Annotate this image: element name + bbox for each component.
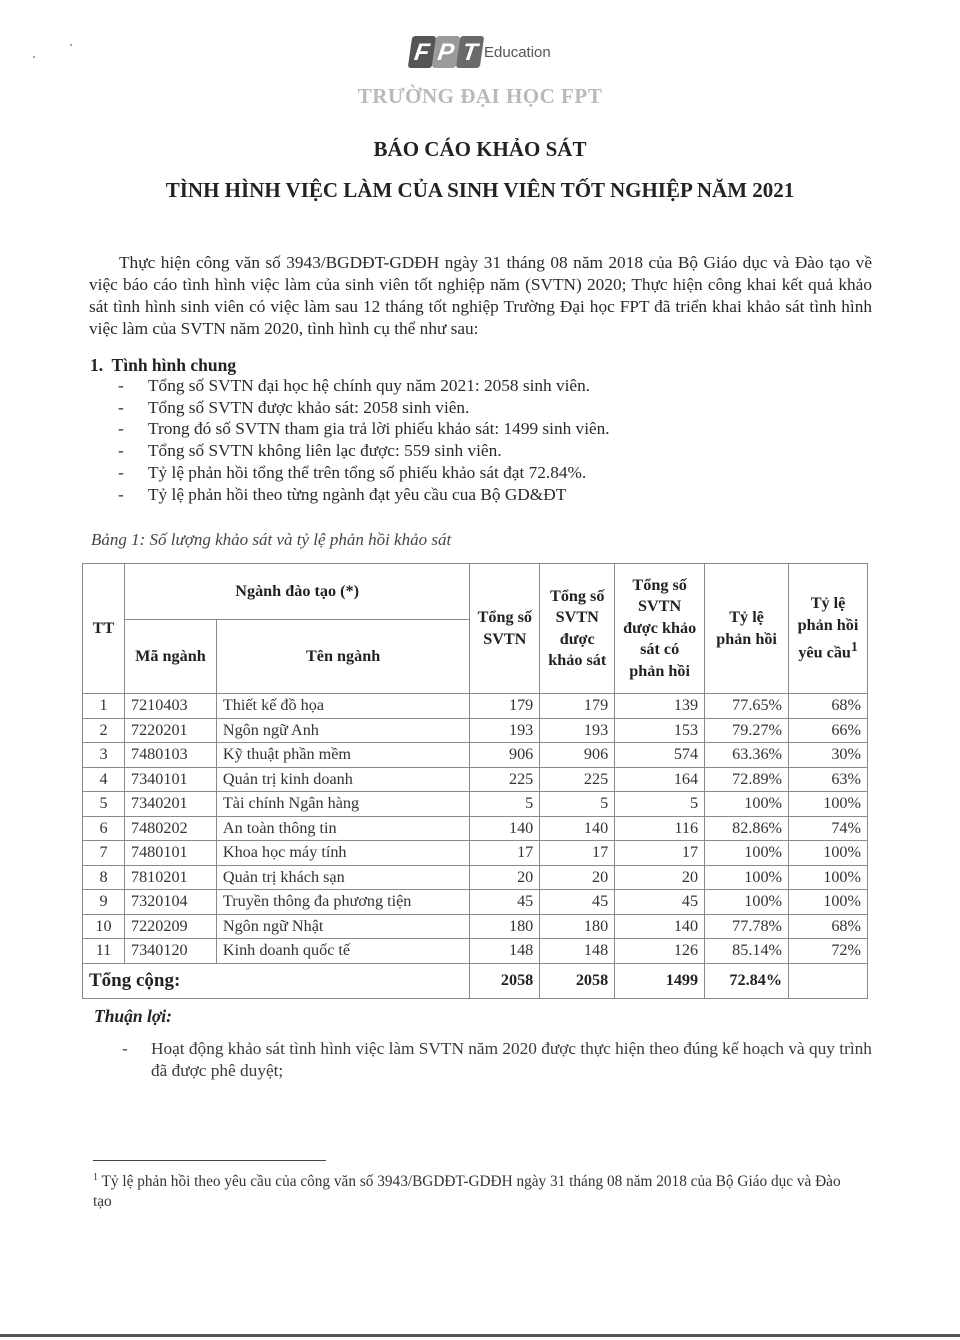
cell-tt: 3 [83, 743, 125, 768]
footnote-separator [93, 1160, 326, 1161]
cell-rate: 72.89% [705, 767, 789, 792]
total-sum: 2058 [470, 963, 540, 998]
header-responded: Tổng số SVTN được khảo sát có phản hồi [615, 564, 705, 694]
cell-surveyed: 148 [540, 939, 615, 964]
survey-table [82, 563, 868, 999]
table-row [83, 914, 868, 939]
table-row [83, 718, 868, 743]
cell-total: 193 [470, 718, 540, 743]
cell-tt: 6 [83, 816, 125, 841]
cell-surveyed: 180 [540, 914, 615, 939]
cell-name: An toàn thông tin [216, 816, 469, 841]
cell-code: 7340120 [124, 939, 216, 964]
list-item: - Trong đó số SVTN tham gia trả lời phiếu khảo sát: 1499 sinh viên. [118, 419, 610, 439]
general-situation-list [118, 375, 610, 505]
bullet-dash: - [118, 484, 124, 504]
cell-name: Thiết kế đồ họa [216, 694, 469, 719]
cell-code: 7220209 [124, 914, 216, 939]
cell-code: 7340101 [124, 767, 216, 792]
cell-responded: 126 [615, 939, 705, 964]
cell-surveyed: 906 [540, 743, 615, 768]
header-surveyed: Tổng số SVTN được khảo sát [540, 564, 615, 694]
list-item: - Tổng số SVTN được khảo sát: 2058 sinh viên. [118, 397, 470, 417]
bullet-dash: - [118, 462, 124, 482]
advantages-heading: Thuận lợi: [94, 1006, 172, 1026]
footnote-number: 1 [93, 1172, 98, 1183]
cell-required: 100% [789, 792, 868, 817]
section-heading: 1. Tình hình chung [90, 355, 237, 375]
cell-code: 7480101 [124, 841, 216, 866]
cell-responded: 139 [615, 694, 705, 719]
cell-name: Ngôn ngữ Nhật [216, 914, 469, 939]
cell-rate: 100% [705, 841, 789, 866]
table-row [83, 890, 868, 915]
cell-responded: 20 [615, 865, 705, 890]
logo-letter-t: T [456, 36, 484, 68]
advantages-item: - Hoạt động khảo sát tình hình việc làm SVTN năm 2020 được thực hiện theo đúng kế hoạch và quy trình đã được phê duyệt; [122, 1039, 872, 1080]
cell-code: 7210403 [124, 694, 216, 719]
list-item: - Tổng số SVTN không liên lạc được: 559 sinh viên. [118, 441, 502, 461]
report-title: BÁO CÁO KHẢO SÁT [373, 137, 587, 161]
fpt-education-logo [400, 32, 560, 72]
footnote: $^1$ Tỷ lệ phản hồi theo yêu cầu của công văn số 3943/BGDĐT-GDĐH ngày 31 tháng 08 năm 2018 của Bộ Giáo dục và Đào tạo [93, 1172, 841, 1211]
cell-name: Tài chính Ngân hàng [216, 792, 469, 817]
cell-required: 68% [789, 914, 868, 939]
cell-tt: 8 [83, 865, 125, 890]
total-surveyed: 2058 [540, 963, 615, 998]
total-rate: 72.84% [705, 963, 789, 998]
report-subtitle: TÌNH HÌNH VIỆC LÀM CỦA SINH VIÊN TỐT NGHIỆP NĂM 2021 [165, 178, 795, 202]
list-item: - Tỷ lệ phản hồi tổng thể trên tổng số phiếu khảo sát đạt 72.84%. [118, 462, 587, 482]
cell-surveyed: 179 [540, 694, 615, 719]
cell-code: 7480103 [124, 743, 216, 768]
list-item: - Tỷ lệ phản hồi theo từng ngành đạt yêu cầu cua Bộ GD&ĐT [118, 484, 567, 504]
footnote-marker: 1 [850, 639, 858, 655]
cell-responded: 5 [615, 792, 705, 817]
cell-rate: 77.65% [705, 694, 789, 719]
intro-text: Thực hiện công văn số 3943/BGDĐT-GDĐH ngày 31 tháng 08 năm 2018 của Bộ Giáo dục và Đào tạo về việc báo cáo tình hình việc làm của sinh viên tốt nghiệp năm (SVTN) 2020; Thực hiện công khai kết quả khảo sát tình hình sinh viên có việc làm sau 12 tháng tốt nghiệp Trường Đại học FPT đã triển khai khảo sát tình hình việc làm của SVTN năm 2020, tình hình cụ thể như sau: [89, 253, 872, 338]
table-row [83, 792, 868, 817]
logo-letter-p: P [432, 36, 460, 68]
cell-rate: 85.14% [705, 939, 789, 964]
cell-tt: 7 [83, 841, 125, 866]
header-major-code: Mã ngành [124, 620, 216, 694]
header-required-rate: Tỷ lệ phản hồi yêu cầu$^1$ [789, 564, 868, 694]
bullet-dash: - [118, 419, 124, 439]
cell-code: 7220201 [124, 718, 216, 743]
cell-required: 68% [789, 694, 868, 719]
cell-required: 66% [789, 718, 868, 743]
table-row [83, 694, 868, 719]
table-row [83, 743, 868, 768]
total-label: Tổng cộng: [83, 963, 470, 998]
cell-total: 906 [470, 743, 540, 768]
intro-paragraph [89, 252, 872, 340]
cell-responded: 574 [615, 743, 705, 768]
cell-required: 100% [789, 841, 868, 866]
cell-name: Ngôn ngữ Anh [216, 718, 469, 743]
total-responded: 1499 [615, 963, 705, 998]
cell-name: Quản trị khách sạn [216, 865, 469, 890]
table-row [83, 767, 868, 792]
cell-total: 179 [470, 694, 540, 719]
list-item: - Tổng số SVTN đại học hệ chính quy năm 2021: 2058 sinh viên. [118, 376, 591, 395]
cell-total: 20 [470, 865, 540, 890]
scan-speck [33, 56, 35, 58]
cell-responded: 116 [615, 816, 705, 841]
table-row [83, 865, 868, 890]
cell-responded: 153 [615, 718, 705, 743]
header-major-group: Ngành đào tạo (*) [124, 564, 469, 620]
school-name: TRƯỜNG ĐẠI HỌC FPT [357, 84, 603, 108]
cell-rate: 79.27% [705, 718, 789, 743]
cell-total: 17 [470, 841, 540, 866]
table-caption: Bảng 1: Số lượng khảo sát và tỷ lệ phản hồi khảo sát [91, 530, 452, 549]
table-row [83, 816, 868, 841]
cell-surveyed: 140 [540, 816, 615, 841]
cell-name: Kinh doanh quốc tế [216, 939, 469, 964]
cell-surveyed: 225 [540, 767, 615, 792]
bullet-dash: - [118, 376, 124, 395]
logo-letter-f: F [408, 36, 436, 68]
cell-name: Truyền thông đa phương tiện [216, 890, 469, 915]
cell-rate: 82.86% [705, 816, 789, 841]
cell-name: Quản trị kinh doanh [216, 767, 469, 792]
cell-surveyed: 20 [540, 865, 615, 890]
cell-required: 100% [789, 865, 868, 890]
cell-rate: 100% [705, 890, 789, 915]
table-row [83, 939, 868, 964]
cell-surveyed: 17 [540, 841, 615, 866]
total-required [789, 963, 868, 998]
cell-required: 72% [789, 939, 868, 964]
cell-tt: 1 [83, 694, 125, 719]
table-body [83, 694, 868, 999]
cell-code: 7320104 [124, 890, 216, 915]
cell-rate: 100% [705, 865, 789, 890]
cell-required: 30% [789, 743, 868, 768]
bullet-dash: - [118, 397, 124, 417]
cell-tt: 2 [83, 718, 125, 743]
cell-code: 7340201 [124, 792, 216, 817]
header-tt: TT [83, 564, 125, 694]
header-response-rate: Tỷ lệ phản hồi [705, 564, 789, 694]
cell-rate: 100% [705, 792, 789, 817]
cell-code: 7810201 [124, 865, 216, 890]
cell-tt: 11 [83, 939, 125, 964]
cell-code: 7480202 [124, 816, 216, 841]
scan-speck [70, 44, 72, 46]
bullet-dash: - [118, 441, 124, 461]
cell-responded: 140 [615, 914, 705, 939]
header-major-name: Tên ngành [216, 620, 469, 694]
bullet-dash: - [122, 1039, 128, 1058]
cell-total: 5 [470, 792, 540, 817]
cell-name: Kỹ thuật phần mềm [216, 743, 469, 768]
table-row [83, 841, 868, 866]
cell-responded: 164 [615, 767, 705, 792]
cell-surveyed: 5 [540, 792, 615, 817]
cell-name: Khoa học máy tính [216, 841, 469, 866]
cell-required: 63% [789, 767, 868, 792]
cell-rate: 77.78% [705, 914, 789, 939]
cell-rate: 63.36% [705, 743, 789, 768]
cell-total: 148 [470, 939, 540, 964]
logo-suffix: Education [484, 44, 551, 61]
cell-surveyed: 45 [540, 890, 615, 915]
cell-total: 180 [470, 914, 540, 939]
cell-total: 225 [470, 767, 540, 792]
cell-tt: 9 [83, 890, 125, 915]
header-total: Tổng số SVTN [470, 564, 540, 694]
cell-surveyed: 193 [540, 718, 615, 743]
cell-required: 100% [789, 890, 868, 915]
cell-total: 45 [470, 890, 540, 915]
page-bottom-edge [0, 1334, 960, 1337]
cell-responded: 17 [615, 841, 705, 866]
table-total-row [83, 963, 868, 998]
cell-tt: 5 [83, 792, 125, 817]
cell-tt: 10 [83, 914, 125, 939]
cell-required: 74% [789, 816, 868, 841]
cell-tt: 4 [83, 767, 125, 792]
cell-total: 140 [470, 816, 540, 841]
cell-responded: 45 [615, 890, 705, 915]
